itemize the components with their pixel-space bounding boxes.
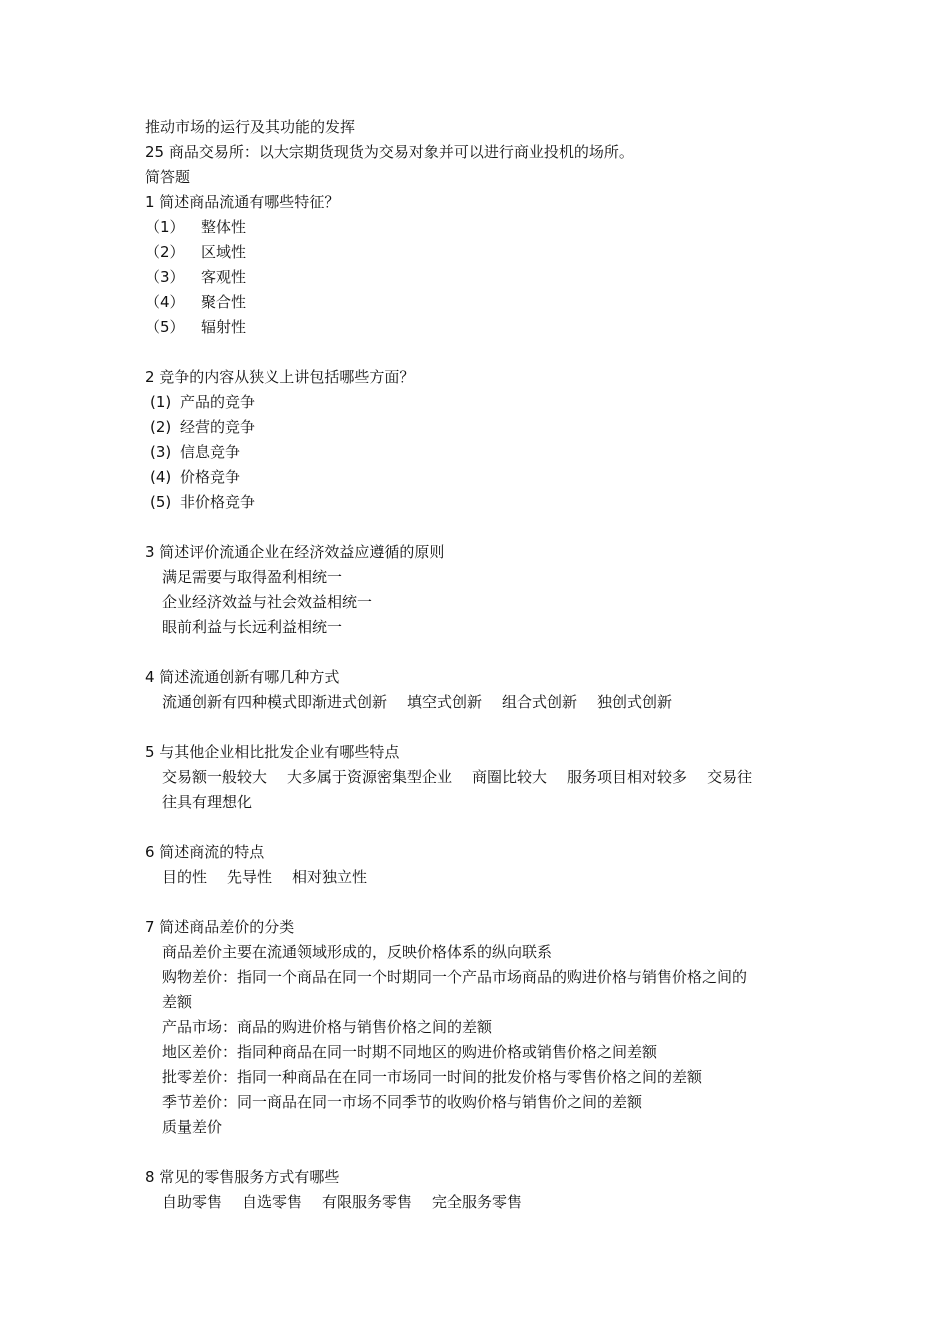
list-item-text: 价格竞争 — [180, 468, 241, 486]
answer-line: 季节差价：同一商品在同一市场不同季节的收购价格与销售价之间的差额 — [162, 1093, 643, 1111]
list-item-number: (3) — [150, 443, 172, 461]
list-item — [0, 317, 950, 337]
answer-segment: 交易额一般较大 — [162, 768, 268, 786]
list-item — [0, 417, 950, 437]
answer-line: 地区差价：指同种商品在同一时期不同地区的购进价格或销售价格之间差额 — [162, 1043, 658, 1061]
question-title: 7 简述商品差价的分类 — [145, 918, 295, 936]
answer-line: 质量差价 — [162, 1118, 223, 1136]
answer-segment: 组合式创新 — [502, 693, 578, 711]
list-item-number: (2) — [150, 418, 172, 436]
list-item — [0, 467, 950, 487]
list-item-number: （4） — [145, 293, 185, 311]
definition-line: 25 商品交易所：以大宗期货现货为交易对象并可以进行商业投机的场所。 — [145, 143, 634, 161]
answer-segment: 目的性 — [162, 868, 208, 886]
answer-segment: 交易往 — [707, 768, 753, 786]
list-item — [0, 292, 950, 312]
answer-segment: 自选零售 — [242, 1193, 303, 1211]
list-item — [0, 392, 950, 412]
intro-line: 推动市场的运行及其功能的发挥 — [145, 118, 356, 136]
list-item-text: 客观性 — [201, 268, 247, 286]
answer-segment: 自助零售 — [162, 1193, 223, 1211]
answer-line: 购物差价：指同一个商品在同一个时期同一个产品市场商品的购进价格与销售价格之间的 — [162, 968, 748, 986]
answer-line — [162, 767, 752, 787]
list-item-text: 聚合性 — [201, 293, 247, 311]
list-item-text: 区域性 — [201, 243, 247, 261]
list-item — [0, 267, 950, 287]
answer-line: 往具有理想化 — [162, 793, 253, 811]
answer-line: 商品差价主要在流通领域形成的，反映价格体系的纵向联系 — [162, 943, 553, 961]
answer-segment: 大多属于资源密集型企业 — [287, 768, 453, 786]
list-item-text: 信息竞争 — [180, 443, 241, 461]
section-heading: 简答题 — [145, 168, 191, 186]
answer-segment: 相对独立性 — [292, 868, 368, 886]
answer-segment: 先导性 — [227, 868, 273, 886]
answer-segment: 独创式创新 — [597, 693, 673, 711]
list-item-number: （2） — [145, 243, 185, 261]
list-item-number: （3） — [145, 268, 185, 286]
question-title: 4 简述流通创新有哪几种方式 — [145, 668, 340, 686]
question-title: 2 竞争的内容从狭义上讲包括哪些方面？ — [145, 368, 415, 386]
list-item-text: 经营的竞争 — [180, 418, 256, 436]
list-item-number: (1) — [150, 393, 172, 411]
list-item-text: 辐射性 — [201, 318, 247, 336]
answer-line: 眼前利益与长远利益相统一 — [162, 618, 343, 636]
list-item — [0, 217, 950, 237]
question-title: 5 与其他企业相比批发企业有哪些特点 — [145, 743, 400, 761]
answer-line — [162, 692, 692, 712]
list-item — [0, 242, 950, 262]
list-item-text: 产品的竞争 — [180, 393, 256, 411]
answer-segment: 商圈比较大 — [472, 768, 548, 786]
answer-line: 满足需要与取得盈利相统一 — [162, 568, 343, 586]
answer-line — [162, 867, 387, 887]
list-item — [0, 492, 950, 512]
question-title: 6 简述商流的特点 — [145, 843, 265, 861]
answer-segment: 完全服务零售 — [432, 1193, 523, 1211]
list-item — [0, 442, 950, 462]
answer-line — [162, 1192, 542, 1212]
question-title: 8 常见的零售服务方式有哪些 — [145, 1168, 340, 1186]
answer-segment: 服务项目相对较多 — [567, 768, 688, 786]
question-title: 3 简述评价流通企业在经济效益应遵循的原则 — [145, 543, 445, 561]
list-item-number: (4) — [150, 468, 172, 486]
answer-line: 产品市场：商品的购进价格与销售价格之间的差额 — [162, 1018, 493, 1036]
answer-line: 差额 — [162, 993, 193, 1011]
answer-segment: 有限服务零售 — [322, 1193, 413, 1211]
list-item-number: （5） — [145, 318, 185, 336]
list-item-number: （1） — [145, 218, 185, 236]
answer-line: 企业经济效益与社会效益相统一 — [162, 593, 373, 611]
list-item-number: (5) — [150, 493, 172, 511]
list-item-text: 非价格竞争 — [180, 493, 256, 511]
question-title: 1 简述商品流通有哪些特征？ — [145, 193, 340, 211]
answer-segment: 填空式创新 — [407, 693, 483, 711]
answer-segment: 流通创新有四种模式即渐进式创新 — [162, 693, 388, 711]
list-item-text: 整体性 — [201, 218, 247, 236]
answer-line: 批零差价：指同一种商品在在同一市场同一时间的批发价格与零售价格之间的差额 — [162, 1068, 703, 1086]
